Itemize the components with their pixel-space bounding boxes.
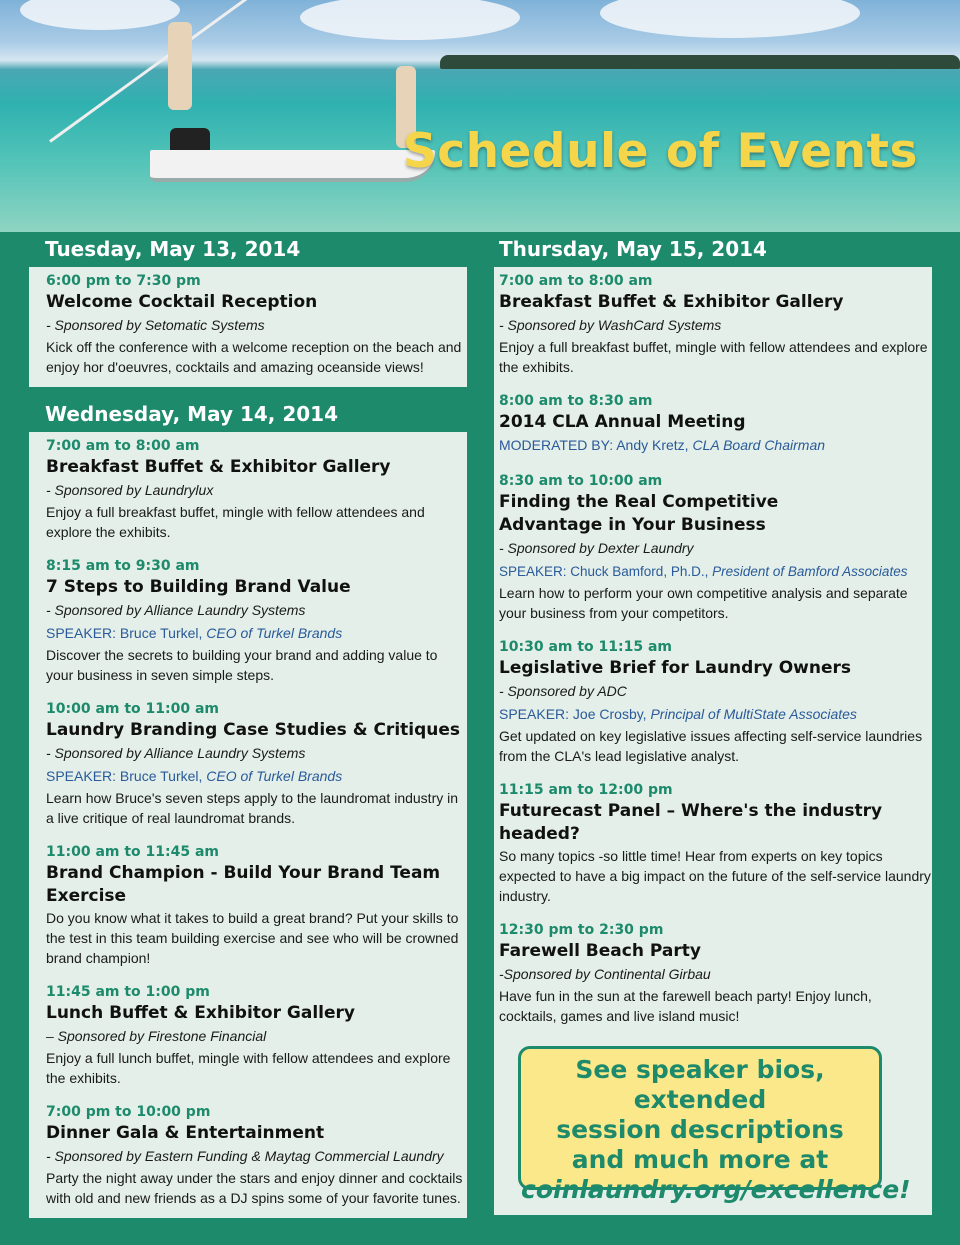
event — [499, 637, 932, 766]
event — [499, 271, 932, 377]
event-desc: Enjoy a full breakfast buffet, mingle with fellow attendees and explore the exhibits. — [46, 504, 425, 540]
event-time: 10:30 am to 11:15 am — [499, 639, 673, 655]
event-title: Welcome Cocktail Reception — [46, 292, 318, 312]
event-speaker — [499, 560, 932, 583]
event — [499, 471, 932, 623]
page-title: Schedule of Events — [402, 124, 918, 179]
event-speaker — [499, 434, 932, 457]
event-title: Brand Champion - Build Your Brand Team Exercise — [46, 863, 441, 906]
day-heading: Tuesday, May 13, 2014 — [29, 232, 467, 267]
speaker-name: SPEAKER: Bruce Turkel, — [46, 625, 203, 641]
day-panel — [29, 432, 467, 1218]
event-time: 8:00 am to 8:30 am — [499, 393, 653, 409]
event-desc: Learn how Bruce's seven steps apply to the laundromat industry in a live critique of real laundromat brands. — [46, 790, 459, 826]
event-speaker — [46, 622, 467, 645]
event-title: 7 Steps to Building Brand Value — [46, 577, 351, 597]
callout-line: See speaker bios, extended — [575, 1055, 825, 1114]
event — [46, 982, 467, 1088]
day-panel — [29, 267, 467, 387]
event-time: 12:30 pm to 2:30 pm — [499, 922, 664, 938]
event-desc: So many topics -so little time! Hear from experts on key topics expected to have a big impact on the future of the self-service laundry industry. — [499, 848, 931, 904]
callout-url-link[interactable]: coinlaundry.org/excellence! — [521, 1175, 911, 1204]
event-desc: Learn how to perform your own competitive analysis and separate your business from your competitors. — [499, 585, 908, 621]
day-heading: Wednesday, May 14, 2014 — [29, 397, 467, 432]
event-time: 11:00 am to 11:45 am — [46, 844, 220, 860]
event-speaker — [46, 765, 467, 788]
event — [46, 699, 467, 828]
event-title: Laundry Branding Case Studies & Critiques — [46, 720, 461, 740]
boat — [150, 150, 435, 182]
event-sponsor: - Sponsored by WashCard Systems — [499, 317, 722, 333]
event-sponsor: - Sponsored by ADC — [499, 683, 627, 699]
event-desc: Discover the secrets to building your brand and adding value to your business in seven simple steps. — [46, 647, 438, 683]
event-time: 7:00 pm to 10:00 pm — [46, 1104, 211, 1120]
event-time: 11:15 am to 12:00 pm — [499, 782, 673, 798]
event-desc: Do you know what it takes to build a great brand? Put your skills to the test in this team building exercise and see who will be crowned brand champion! — [46, 910, 459, 966]
speaker-name: MODERATED BY: Andy Kretz, — [499, 437, 689, 453]
website-callout[interactable] — [518, 1046, 911, 1204]
event-sponsor: - Sponsored by Alliance Laundry Systems — [46, 602, 306, 618]
event-sponsor: – Sponsored by Firestone Financial — [46, 1028, 267, 1044]
event-title: Lunch Buffet & Exhibitor Gallery — [46, 1003, 355, 1023]
event-sponsor: - Sponsored by Alliance Laundry Systems — [46, 745, 306, 761]
event-time: 11:45 am to 1:00 pm — [46, 984, 210, 1000]
event-sponsor: -Sponsored by Continental Girbau — [499, 966, 711, 982]
event-time: 6:00 pm to 7:30 pm — [46, 273, 201, 289]
speaker-role: President of Bamford Associates — [712, 564, 908, 579]
event-title: Breakfast Buffet & Exhibitor Gallery — [499, 292, 844, 312]
event-sponsor: - Sponsored by Dexter Laundry — [499, 540, 694, 556]
event — [46, 556, 467, 685]
day-heading: Thursday, May 15, 2014 — [494, 232, 932, 267]
event-time: 7:00 am to 8:00 am — [46, 438, 200, 454]
event — [499, 780, 932, 906]
event-title: Futurecast Panel – Where's the industry headed? — [499, 801, 883, 844]
event-desc: Party the night away under the stars and enjoy dinner and cocktails with old and new friends as a DJ spins some of your favorite tunes. — [46, 1170, 463, 1206]
speaker-role: CEO of Turkel Brands — [206, 625, 343, 641]
event-title: Finding the Real Competitive Advantage in Your Business — [499, 492, 779, 535]
event-title: 2014 CLA Annual Meeting — [499, 412, 746, 432]
event-speaker — [499, 703, 932, 726]
event — [499, 391, 932, 457]
event-title: Breakfast Buffet & Exhibitor Gallery — [46, 457, 391, 477]
event-title: Farewell Beach Party — [499, 941, 701, 961]
speaker-name: SPEAKER: Chuck Bamford, Ph.D., — [499, 564, 709, 579]
event-time: 8:30 am to 10:00 am — [499, 473, 663, 489]
event-time: 8:15 am to 9:30 am — [46, 558, 200, 574]
angler-standing — [168, 22, 192, 110]
speaker-role: CLA Board Chairman — [692, 437, 826, 453]
event-sponsor: - Sponsored by Eastern Funding & Maytag Commercial Laundry — [46, 1148, 444, 1164]
speaker-name: SPEAKER: Bruce Turkel, — [46, 768, 203, 784]
left-column — [29, 232, 467, 1218]
event-desc: Have fun in the sun at the farewell beach party! Enjoy lunch, cocktails, games and live island music! — [499, 988, 872, 1024]
event-desc: Kick off the conference with a welcome reception on the beach and enjoy hor d'oeuvres, cocktails and amazing oceanside views! — [46, 339, 462, 375]
speaker-name: SPEAKER: Joe Crosby, — [499, 706, 647, 722]
event-desc: Get updated on key legislative issues affecting self-service laundries from the CLA's lead legislative analyst. — [499, 728, 923, 764]
event-sponsor: - Sponsored by Setomatic Systems — [46, 317, 265, 333]
event-time: 10:00 am to 11:00 am — [46, 701, 220, 717]
event — [46, 842, 467, 968]
hero-photo — [0, 0, 960, 232]
event-desc: Enjoy a full breakfast buffet, mingle with fellow attendees and explore the exhibits. — [499, 339, 928, 375]
event — [46, 271, 467, 377]
event-title: Dinner Gala & Entertainment — [46, 1123, 325, 1143]
event — [499, 920, 932, 1026]
callout-line: session descriptions — [556, 1115, 844, 1144]
event-sponsor: - Sponsored by Laundrylux — [46, 482, 214, 498]
event-time: 7:00 am to 8:00 am — [499, 273, 653, 289]
callout-line: and much more at — [571, 1145, 829, 1174]
event — [46, 436, 467, 542]
event-title: Legislative Brief for Laundry Owners — [499, 658, 852, 678]
event-desc: Enjoy a full lunch buffet, mingle with fellow attendees and explore the exhibits. — [46, 1050, 451, 1086]
speaker-role: CEO of Turkel Brands — [206, 768, 343, 784]
island — [440, 55, 960, 69]
event — [46, 1102, 467, 1208]
speaker-role: Principal of MultiState Associates — [650, 706, 857, 722]
